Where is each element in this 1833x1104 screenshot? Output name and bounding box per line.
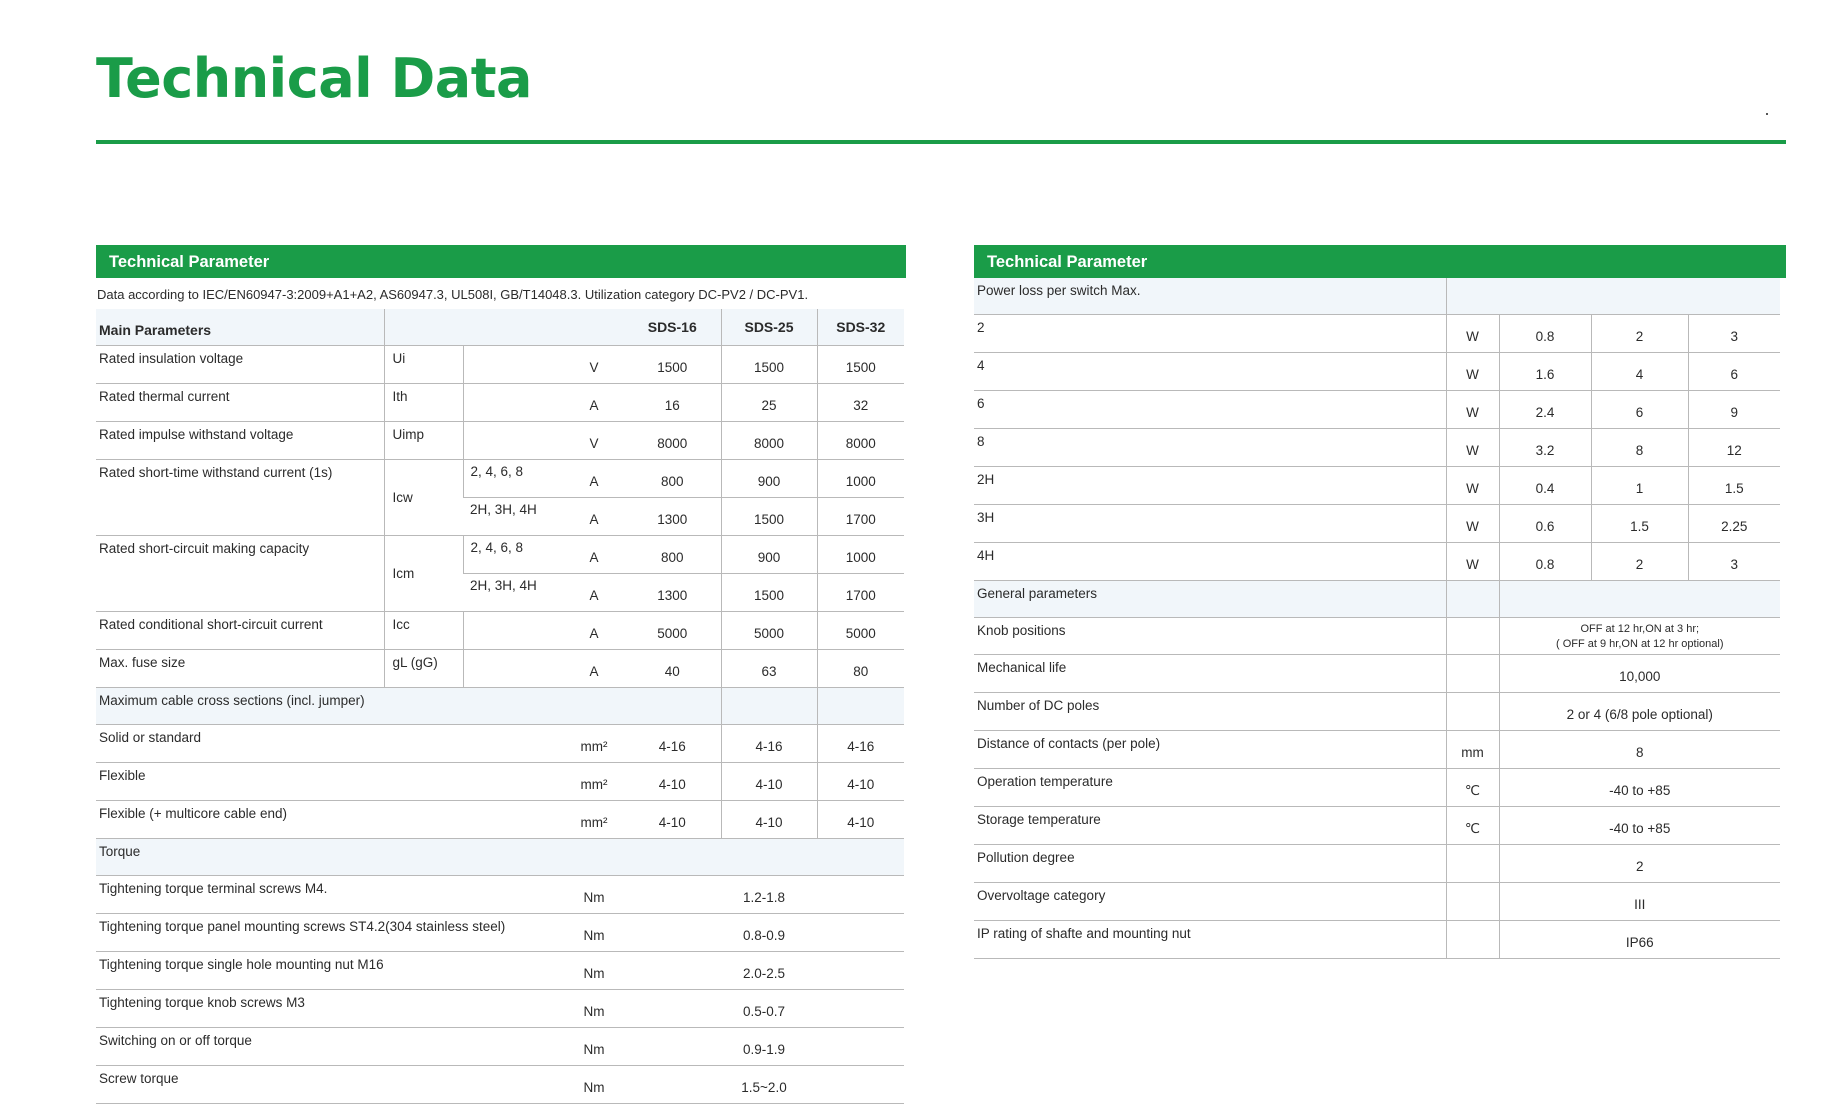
- table-row: Flexible mm² 4-10 4-10 4-10: [96, 763, 904, 801]
- table-row: Pollution degree 2: [974, 845, 1780, 883]
- table-row: Overvoltage category III: [974, 883, 1780, 921]
- table-row: Rated insulation voltage Ui V 1500 1500 1500: [96, 346, 904, 384]
- left-parameter-panel: [96, 245, 906, 1104]
- table-row: Distance of contacts (per pole) mm 8: [974, 731, 1780, 769]
- table-row: Rated short-circuit making capacity Icm 2, 4, 6, 8 A 800 900 1000: [96, 536, 904, 574]
- table-row: Tightening torque terminal screws M4. Nm 1.2-1.8: [96, 876, 904, 914]
- model-header: SDS-25: [721, 309, 817, 346]
- main-parameters-label: Main Parameters: [96, 309, 384, 346]
- table-row: 4 W 1.6 4 6: [974, 353, 1780, 391]
- cable-section-label: Maximum cable cross sections (incl. jumper): [96, 688, 721, 725]
- general-parameters-header-row: [974, 581, 1780, 618]
- page-title: Technical Data: [96, 47, 532, 110]
- torque-section-label: Torque: [96, 839, 904, 876]
- model-header: SDS-32: [817, 309, 904, 346]
- table-row: 2 W 0.8 2 3: [974, 315, 1780, 353]
- right-parameter-panel: [974, 245, 1786, 959]
- corner-dot: [1766, 113, 1768, 115]
- table-row: Flexible (+ multicore cable end) mm² 4-10 4-10 4-10: [96, 801, 904, 839]
- table-row: Storage temperature ℃ -40 to +85: [974, 807, 1780, 845]
- left-parameter-table: [96, 309, 904, 1104]
- table-row: 8 W 3.2 8 12: [974, 429, 1780, 467]
- table-row: Rated impulse withstand voltage Uimp V 8000 8000 8000: [96, 422, 904, 460]
- table-row: 4H W 0.8 2 3: [974, 543, 1780, 581]
- general-parameters-label: General parameters: [974, 581, 1446, 618]
- table-row: 2H, 3H, 4H A 1300 1500 1700: [96, 498, 904, 536]
- table-row: Knob positions OFF at 12 hr,ON at 3 hr; ( OFF at 9 hr,ON at 12 hr optional): [974, 618, 1780, 655]
- model-header: SDS-16: [624, 309, 721, 346]
- table-row: 2H W 0.4 1 1.5: [974, 467, 1780, 505]
- table-row: Operation temperature ℃ -40 to +85: [974, 769, 1780, 807]
- table-row: Rated short-time withstand current (1s) Icw 2, 4, 6, 8 A 800 900 1000: [96, 460, 904, 498]
- table-row: IP rating of shafte and mounting nut IP66: [974, 921, 1780, 959]
- main-parameters-header-row: [96, 309, 904, 346]
- table-row: Max. fuse size gL (gG) A 40 63 80: [96, 650, 904, 688]
- table-row: Tightening torque knob screws M3 Nm 0.5-0.7: [96, 990, 904, 1028]
- torque-section-header-row: [96, 839, 904, 876]
- table-row: Switching on or off torque Nm 0.9-1.9: [96, 1028, 904, 1066]
- table-row: 3H W 0.6 1.5 2.25: [974, 505, 1780, 543]
- table-row: Rated conditional short-circuit current Icc A 5000 5000 5000: [96, 612, 904, 650]
- standards-note: Data according to IEC/EN60947-3:2009+A1+A2, AS60947.3, UL508I, GB/T14048.3. Utilization category DC-PV2 / DC-PV1.: [97, 287, 809, 302]
- right-parameter-table: [974, 278, 1780, 959]
- table-row: 6 W 2.4 6 9: [974, 391, 1780, 429]
- table-row: Rated thermal current Ith A 16 25 32: [96, 384, 904, 422]
- title-rule: [96, 140, 1786, 144]
- table-row: Number of DC poles 2 or 4 (6/8 pole optional): [974, 693, 1780, 731]
- table-row: Tightening torque single hole mounting nut M16 Nm 2.0-2.5: [96, 952, 904, 990]
- table-row: Mechanical life 10,000: [974, 655, 1780, 693]
- table-row: Screw torque Nm 1.5~2.0: [96, 1066, 904, 1104]
- right-panel-header: Technical Parameter: [974, 245, 1786, 278]
- knob-positions-value: OFF at 12 hr,ON at 3 hr; ( OFF at 9 hr,ON at 12 hr optional): [1499, 618, 1780, 655]
- cable-section-header-row: [96, 688, 904, 725]
- table-row: Solid or standard mm² 4-16 4-16 4-16: [96, 725, 904, 763]
- left-panel-header: Technical Parameter: [96, 245, 906, 278]
- power-loss-label: Power loss per switch Max.: [974, 278, 1446, 315]
- table-row: 2H, 3H, 4H A 1300 1500 1700: [96, 574, 904, 612]
- power-loss-header-row: [974, 278, 1780, 315]
- table-row: Tightening torque panel mounting screws ST4.2(304 stainless steel) Nm 0.8-0.9: [96, 914, 904, 952]
